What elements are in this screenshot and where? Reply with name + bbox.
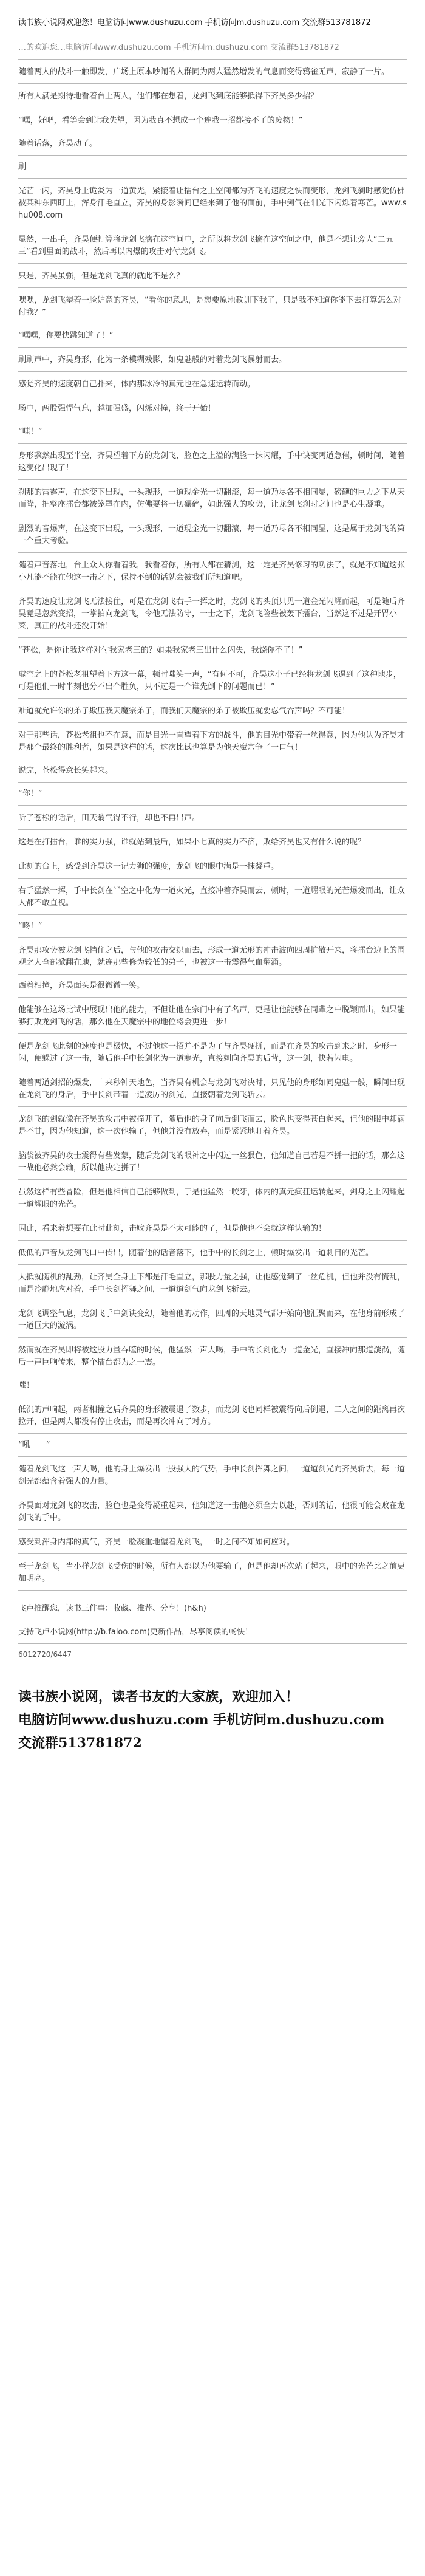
footer-support-link[interactable]: 支持飞卢小说网(http://b.faloo.com)更新作品，尽享阅读的畅快！ — [18, 1620, 407, 1644]
paragraph: 感受到浑身内部的真气，齐昊一脸凝重地望着龙剑飞，一时之间不知如何应对。 — [18, 1530, 407, 1554]
paragraph: 低低的声音从龙剑飞口中传出，随着他的话音落下，他手中的长剑之上，顿时爆发出一道刺目的光芒。 — [18, 1241, 407, 1265]
paragraph: 此刻的台上，感受到齐昊这一记力狮的强度，龙剑飞的眼中满是一抹凝重。 — [18, 854, 407, 879]
paragraph: 听了苍松的话后，田天翁气得不行，却也不再出声。 — [18, 806, 407, 830]
paragraph: “苍松，是你让我这样对付我家老三的？如果我家老三出什么闪失，我饶你不了！” — [18, 638, 407, 662]
paragraph: 低沉的声响起，两者相撞之后齐昊的身形被震退了数步，而龙剑飞也同样被震得向后倒退，二人之间的距离再次拉开，但是两人都没有停止攻击，而是再次冲向了对方。 — [18, 1397, 407, 1434]
paragraph: 身形骤然出现至半空，齐昊望着下方的龙剑飞，脸色之上溢的满脸一抹闪耀，手中诀变两道急催，顿时间，随着这变化出现了！ — [18, 444, 407, 480]
paragraph: 随着声音落地，台上众人你看着我，我看着你，所有人都在猜测，这一定是齐昊修习的功法了，就是不知道这张小凡能不能在他这一击之下，保持不倒的话就会被我们所知道吧。 — [18, 553, 407, 589]
paragraph: 至于龙剑飞，当小样龙剑飞受伤的时候，所有人都以为他要输了，但是他却再次站了起来，眼中的光芒比之前更加明亮。 — [18, 1554, 407, 1591]
paragraph: 大抵就随机的乱劲，让齐昊全身上下都是汗毛直立，那股力量之强，让他感觉到了一丝危机，但他并没有慌乱，而是冷静地应对着，手中长剑挥舞之间，一道道剑气向龙剑飞斩去。 — [18, 1265, 407, 1301]
paragraph: 对于那些话，苍松老祖也不在意，而是目光一直望着下方的战斗，他的目光中带着一丝得意，因为他认为齐昊才是那个最终的胜利者，如果是这样的话，这次比试也算是为他天魔宗争了一口气！ — [18, 723, 407, 759]
paragraph: 西着相撞，齐昊面头是很微微一笑。 — [18, 975, 407, 998]
paragraph: 感觉齐昊的速度朝自己扑来，体内那冰冷的真元也在急速运转而动。 — [18, 372, 407, 396]
paragraph: 龙剑飞的剑就像在齐昊的攻击中被撞开了，随后他的身子向后倒飞而去，脸色也变得苍白起来，但他的眼中却满是不甘，因为他知道，这一次他输了，但他并没有放弃，而是紧紧地盯着齐昊。 — [18, 1107, 407, 1143]
paragraph: 然而就在齐昊即将被这股力量吞噬的时候，他猛然一声大喝，手中的长剑化为一道金光，直接冲向那道漩涡，随后一声巨响传来，整个擂台都为之一震。 — [18, 1338, 407, 1374]
paragraph: …的欢迎您…电脑访问www.dushuzu.com 手机访问m.dushuzu.com 交流群513781872 — [18, 35, 407, 60]
paragraph: 便是龙剑飞此刻的速度也是极快，不过他这一招并不是为了与齐昊硬拼，而是在齐昊的攻击到来之时，身形一闪，便躲过了这一击，随后他手中长剑化为一道寒光，直接刺向齐昊的后背，这一剑，快若闪电。 — [18, 1034, 407, 1070]
paragraph: 剧烈的音爆声，在这变下出现，一头现形，一道现金光一切翻滚，每一道乃尽各不相同显，这是属于龙剑飞的第一个重大考验。 — [18, 516, 407, 553]
paragraph: 虽然这样有些冒险，但是他相信自己能够做到，于是他猛然一咬牙，体内的真元疯狂运转起来，剑身之上闪耀起一道耀眼的光芒。 — [18, 1180, 407, 1216]
paragraph: 随着两人的战斗一触即发，广场上原本吵闹的人群同为两人猛然增发的气息而变得鸦雀无声，寂静了一片。 — [18, 60, 407, 84]
paragraph: 齐昊的速度让龙剑飞无法接住，可是在龙剑飞右手一挥之时，龙剑飞的头顶只见一道金光闪耀而起，可是随后齐昊竟是忽然变招，一掌拍向龙剑飞，令他无法防守，一击之下，龙剑飞险些被轰下擂台，当然这不过是开胃小菜，真正的战斗还没开始！ — [18, 589, 407, 638]
footer-tagline: 飞卢推醒您，读书三件事：收藏、推荐、分享！(h&h) — [18, 1597, 407, 1620]
paragraph: “吼——” — [18, 1434, 407, 1457]
paragraph: 虚空之上的苍松老祖望着下方这一幕，顿时嗤笑一声，“有何不可，齐昊这小子已经将龙剑飞逼到了这种地步，可是他们一时半刻也分不出个胜负，只不过是一个谁先倒下的问题而已！” — [18, 662, 407, 699]
paragraph: “嘿嘿，你要快跳知道了！” — [18, 324, 407, 348]
paragraph: 齐昊面对龙剑飞的攻击，脸色也是变得凝重起来，他知道这一击他必须全力以赴，否则的话，他很可能会败在龙剑飞的手中。 — [18, 1493, 407, 1530]
chapter-footer — [18, 1597, 407, 1661]
paragraph: 脑袋被齐昊的攻击震得有些发蒙，随后龙剑飞的眼神之中闪过一丝狠色，他知道自己若是不拼一把的话，那么这一战他必然会输，所以他决定拼了！ — [18, 1143, 407, 1180]
paragraph: 他能够在这场比试中展现出他的能力，不但让他在宗门中有了名声，更是让他能够在同辈之中脱颖而出，如果能够打败龙剑飞的话，那么他在天魔宗中的地位将会更进一步！ — [18, 998, 407, 1034]
footer-code: 6012720/6447 — [18, 1650, 72, 1659]
banner-urls[interactable]: 电脑访问www.dushuzu.com 手机访问m.dushuzu.com — [18, 1712, 385, 1728]
paragraph: 因此，看来着想要在此时此刻，击败齐昊是不太可能的了，但是他也不会就这样认输的！ — [18, 1216, 407, 1241]
paragraph: 嘿嘿，龙剑飞望着一脸妒意的齐昊，“看你的意思，是想要原地教训下我了，只是我不知道你能下去打算怎么对付我？” — [18, 288, 407, 324]
paragraph: 只是，齐昊虽强，但是龙剑飞真的就此不是么？ — [18, 264, 407, 288]
paragraph: 这是在打擂台，谁的实力强，谁就站到最后，如果小七真的实力不济，败给齐昊也又有什么说的呢？ — [18, 830, 407, 854]
paragraph: “嘿，好吧，看等会到让我失望，因为我真不想成一个连我一招都接不了的废物！” — [18, 108, 407, 132]
paragraph: 刹那的雷霆声，在这变下出现，一头现形，一道现金光一切翻滚，每一道乃尽各不相同显，磅礴的巨力之下从天而降，把整座擂台都被笼罩在内，仿佛要将一切碾碎，如此强大的攻势，让龙剑飞刹时之间也是心生凝重。 — [18, 480, 407, 516]
paragraph: 随着两道剑招的爆发，十来秒钟天地色，当齐昊有机会与龙剑飞对决时，只见他的身形如同鬼魅一般，瞬间出现在龙剑飞的身后，手中长剑带着一道凌厉的剑光，直接朝着龙剑飞斩去。 — [18, 1070, 407, 1107]
paragraph: 刷 — [18, 156, 407, 179]
paragraph: 显然，一出手，齐昊便打算将龙剑飞擒在这空间中，之所以将龙剑飞擒在这空间之中，他是不想让旁人“二五三”看到里面的战斗，然后再以内爆的攻击对付龙剑飞。 — [18, 227, 407, 264]
chapter-content — [18, 35, 407, 1591]
paragraph: “嗤！” — [18, 420, 407, 444]
paragraph: 说完，苍松得意长笑起来。 — [18, 759, 407, 783]
paragraph: 刷刷声中，齐昊身形，化为一条模糊残影，如鬼魅般的对着龙剑飞暴射而去。 — [18, 348, 407, 372]
banner-group: 交流群513781872 — [18, 1735, 142, 1751]
paragraph: 嗤！ — [18, 1374, 407, 1397]
paragraph: 场中，两股强悍气息，越加强盛，闪烁对撞，终于开始！ — [18, 396, 407, 420]
paragraph: 所有人满是期待地看着台上两人，他们都在想着，龙剑飞到底能够抵得下齐昊多少招？ — [18, 84, 407, 108]
site-header: 读书族小说网欢迎您！电脑访问www.dushuzu.com 手机访问m.dushuzu.com 交流群513781872 — [18, 18, 371, 27]
paragraph: 随着龙剑飞这一声大喝，他的身上爆发出一股强大的气势，手中长剑挥舞之间，一道道剑光向齐昊斩去，每一道剑光都蕴含着强大的力量。 — [18, 1457, 407, 1493]
paragraph: 随着话落，齐昊动了。 — [18, 132, 407, 156]
paragraph: 龙剑飞调整气息，龙剑飞手中剑诀变幻，随着他的动作，四周的天地灵气都开始向他汇聚而来，在他身前形成了一道巨大的漩涡。 — [18, 1301, 407, 1338]
site-banner — [18, 1685, 407, 1755]
paragraph: 右手猛然一挥，手中长剑在半空之中化为一道火光，直接冲着齐昊而去，顿时，一道耀眼的光芒爆发而出，让众人都不敢直视。 — [18, 879, 407, 915]
paragraph: 难道就允许你的弟子欺压我天魔宗弟子，而我们天魔宗的弟子被欺压就要忍气吞声吗？不可能！ — [18, 699, 407, 723]
paragraph: 光芒一闪，齐昊身上诡炎为一道黄光，紧接着让擂台之上空间都为齐飞的速度之快而变形，龙剑飞刹时感觉仿佛被某种东西盯上，浑身汗毛直立，齐昊的身影瞬间已经来到了他的面前，手中剑气在阳光下闪烁着寒芒。www.shu008.com — [18, 179, 407, 227]
paragraph: “咚！” — [18, 915, 407, 938]
banner-welcome: 读书族小说网，读者书友的大家族，欢迎加入！ — [18, 1689, 299, 1705]
paragraph: “你！” — [18, 783, 407, 806]
paragraph: 齐昊那攻势被龙剑飞挡住之后，与他的攻击交织而去，形成一道无形的冲击波向四周扩散开来，将擂台边上的围观之人全部掀翻在地，就连那些修为较低的弟子，也被这一击震得气血翻涌。 — [18, 938, 407, 975]
